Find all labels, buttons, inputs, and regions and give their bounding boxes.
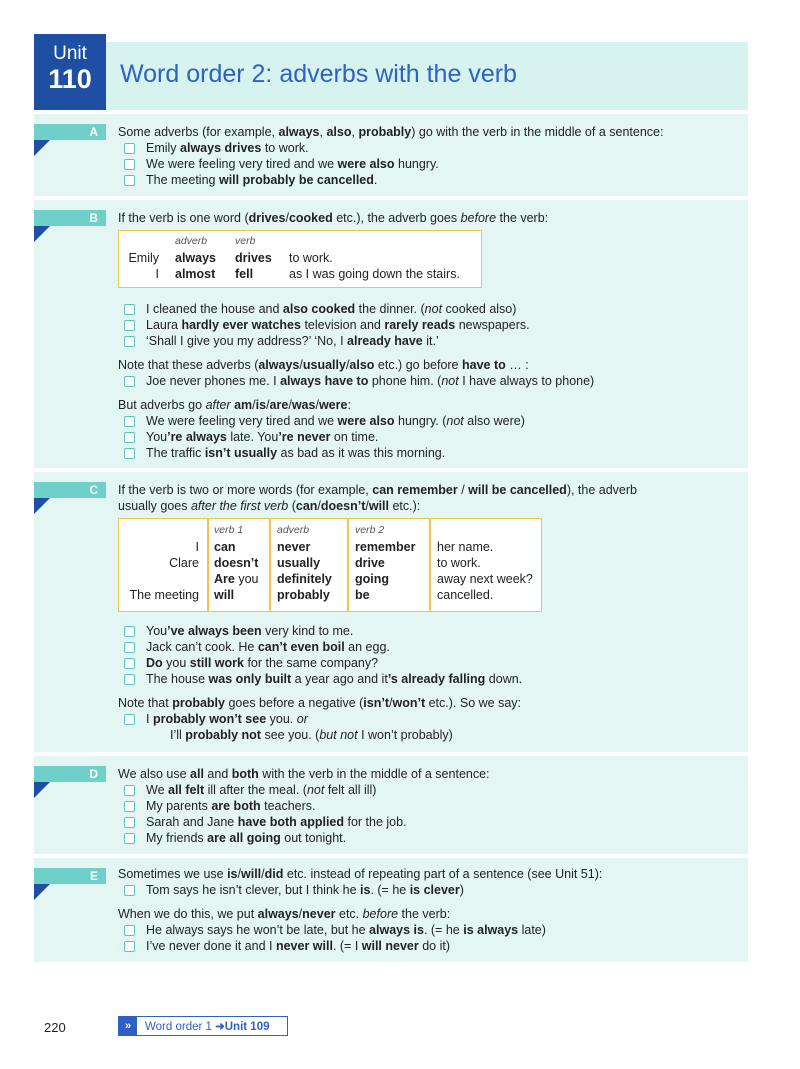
unit-tab [34,34,106,110]
intro-text: We also use all and both with the verb in the middle of a sentence: [118,767,490,781]
example-line: Sarah and Jane have both applied for the job. [146,815,407,829]
example-line: We all felt ill after the meal. (not felt all ill) [146,783,377,797]
example-line: We were feeling very tired and we were also hungry. [146,157,439,171]
section-label: D [34,766,106,782]
page-title: Word order 2: adverbs with the verb [120,60,517,88]
adverb-verb-table [118,230,482,288]
table-cell-verb1: doesn’t [214,556,259,570]
title-bar [106,42,748,110]
table-cell-verb1: can [214,540,236,554]
section-label: C [34,482,106,498]
intro-text: usually goes after the first verb (can/doesn’t/will etc.): [118,499,421,513]
example-line: Jack can’t cook. He can’t even boil an egg. [146,640,390,654]
table-cell-rest: to work. [437,556,481,570]
table-cell-subject: I [195,540,199,554]
note-text: Note that probably goes before a negative (isn’t/won’t etc.). So we say: [118,696,521,710]
arrow-right-icon: ➜ [215,1021,225,1033]
section-marker-icon [34,498,50,514]
intro-text: If the verb is two or more words (for example, can remember / will be cancelled), the adverb [118,483,637,497]
cross-reference-link[interactable] [118,1016,288,1036]
table-cell-rest: as I was going down the stairs. [289,267,460,281]
example-line: The house was only built a year ago and it’s already falling down. [146,672,523,686]
xref-label: Word order 1 [145,1021,216,1033]
section-label: A [34,124,106,140]
table-cell-subject: Emily [128,251,159,265]
example-line: My friends are all going out tonight. [146,831,347,845]
table-cell-adverb: probably [277,588,330,602]
table-header-verb1: verb 1 [214,524,244,536]
section-e [34,858,748,962]
table-cell-verb2: remember [355,540,416,554]
intro-text: Sometimes we use is/will/did etc. instead of repeating part of a sentence (see Unit 51): [118,867,603,881]
page-number: 220 [44,1020,66,1035]
section-marker-icon [34,140,50,156]
table-cell-verb2: drive [355,556,385,570]
note-text: But adverbs go after am/is/are/was/were: [118,398,351,412]
table-cell-rest: her name. [437,540,494,554]
example-line: You’ve always been very kind to me. [146,624,354,638]
table-cell-subject: Clare [169,556,199,570]
note-text: When we do this, we put always/never etc. before the verb: [118,907,451,921]
table-cell-verb2: be [355,588,370,602]
intro-text: Some adverbs (for example, always, also, probably) go with the verb in the middle of a sentence: [118,125,664,139]
table-cell-rest: away next week? [437,572,533,586]
example-line: My parents are both teachers. [146,799,316,813]
table-cell-subject: The meeting [129,588,199,602]
table-header-verb2: verb 2 [355,524,385,536]
section-marker-icon [34,884,50,900]
table-header-verb: verb [235,235,256,247]
example-line: You’re always late. You’re never on time. [146,430,379,444]
table-header-adverb: adverb [175,235,208,247]
table-cell-rest: cancelled. [437,588,494,602]
example-line: Tom says he isn’t clever, but I think he is. (= he is clever) [146,883,464,897]
example-line: He always says he won’t be late, but he always is. (= he is always late) [146,923,546,937]
table-header-adverb: adverb [277,524,310,536]
section-b [34,200,748,468]
example-line: The traffic isn’t usually as bad as it was this morning. [146,446,446,460]
section-a [34,114,748,196]
table-cell-adverb: definitely [277,572,332,586]
table-cell-adverb: always [175,251,217,265]
table-cell-rest: to work. [289,251,333,265]
xref-unit-link[interactable]: Unit 109 [224,1021,270,1033]
table-cell-subject: I [155,267,159,281]
table-cell-adverb: never [277,540,311,554]
table-cell-verb1: will [214,588,235,602]
example-line: I cleaned the house and also cooked the dinner. (not cooked also) [146,302,517,316]
section-c [34,472,748,752]
example-line: Do you still work for the same company? [146,656,379,670]
multi-verb-table [118,518,542,612]
example-line: We were feeling very tired and we were also hungry. (not also were) [146,414,525,428]
note-text: Note that these adverbs (always/usually/also etc.) go before have to … : [118,358,529,372]
double-chevron-icon: » [119,1017,137,1035]
example-line: I probably won’t see you. or [146,712,308,726]
section-marker-icon [34,782,50,798]
example-continuation: I’ll probably not see you. (but not I won’t probably) [170,728,453,742]
table-divider [347,519,349,611]
example-line: ‘Shall I give you my address?’ ‘No, I already have it.’ [146,334,439,348]
table-cell-adverb: almost [175,267,216,281]
table-cell-verb1: Are you [214,572,259,586]
table-cell-verb2: going [355,572,390,586]
table-cell-verb: drives [235,251,272,265]
example-line: Joe never phones me. I always have to phone him. (not I have always to phone) [146,374,595,388]
table-divider [429,519,431,611]
cross-reference-text [145,1019,270,1033]
section-label: E [34,868,106,884]
unit-number: 110 [48,64,92,94]
table-cell-verb: fell [235,267,254,281]
section-label: B [34,210,106,226]
section-marker-icon [34,226,50,242]
table-cell-adverb: usually [277,556,321,570]
section-d [34,756,748,854]
example-line: Emily always drives to work. [146,141,309,155]
example-line: I’ve never done it and I never will. (= I will never do it) [146,939,451,953]
example-line: The meeting will probably be cancelled. [146,173,378,187]
example-line: Laura hardly ever watches television and rarely reads newspapers. [146,318,530,332]
table-divider [207,519,209,611]
unit-word: Unit [53,43,87,64]
intro-text: If the verb is one word (drives/cooked etc.), the adverb goes before the verb: [118,211,549,225]
table-divider [269,519,271,611]
